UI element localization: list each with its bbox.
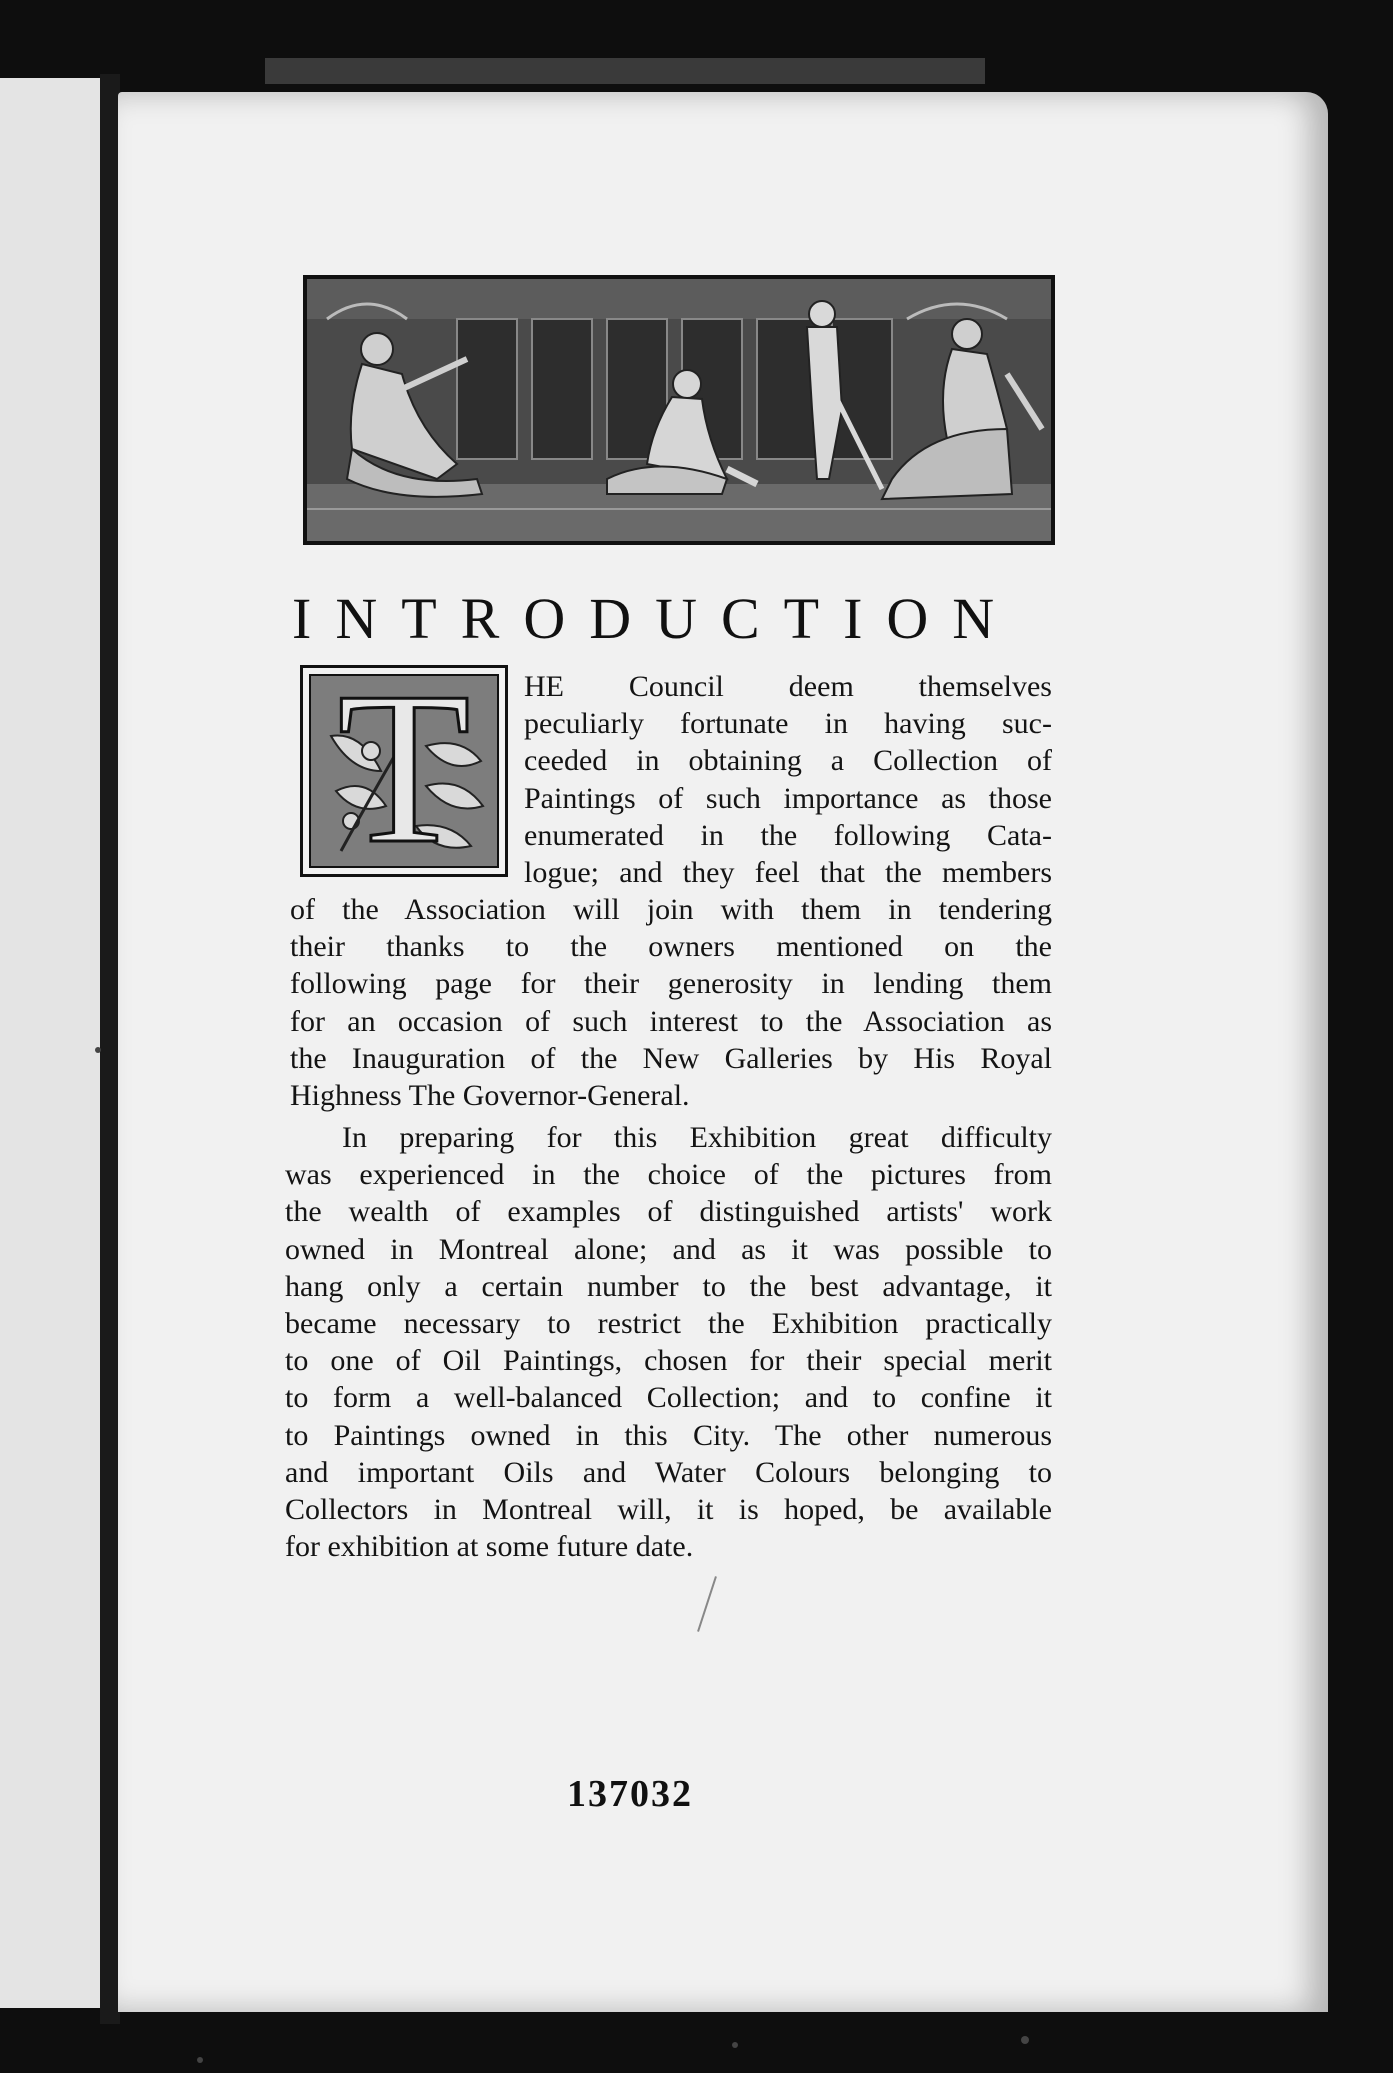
text-line: became necessary to restrict the Exhibition practically xyxy=(285,1307,1052,1341)
text-line: enumerated in the following Cata- xyxy=(524,818,1052,852)
dropcap xyxy=(300,665,508,877)
text-line: of the Association will join with them in tendering xyxy=(290,893,1052,926)
paragraph-2 xyxy=(285,1119,1052,1565)
text-line: was experienced in the choice of the pictures from xyxy=(285,1158,1052,1192)
text-line: to one of Oil Paintings, chosen for their special merit xyxy=(285,1344,1052,1378)
dropcap-letter: T xyxy=(337,674,471,868)
text-line: for an occasion of such interest to the Association as xyxy=(290,1004,1052,1038)
text-line: In preparing for this Exhibition great difficulty xyxy=(342,1121,1052,1154)
text-line: following page for their generosity in lending them xyxy=(290,967,1052,1001)
text-line: HE Council deem themselves xyxy=(524,670,1052,703)
paragraph-1-beside-cap xyxy=(524,668,1052,891)
top-shadow xyxy=(265,58,985,84)
text-line: peculiarly fortunate in having suc- xyxy=(524,707,1052,741)
catalog-number: 137032 xyxy=(567,1773,693,1815)
paragraph-1-continued xyxy=(290,891,1052,1114)
header-relief-illustration xyxy=(303,275,1055,545)
text-line: the wealth of examples of distinguished artists' work xyxy=(285,1195,1052,1229)
text-line: Highness The Governor-General. xyxy=(290,1079,690,1113)
facing-page-edge xyxy=(0,78,105,2008)
classical-relief-icon xyxy=(307,279,1051,541)
text-line: for exhibition at some future date. xyxy=(285,1530,694,1564)
text-line: to Paintings owned in this City. The other numerous xyxy=(285,1418,1052,1452)
text-line: owned in Montreal alone; and as it was possible to xyxy=(285,1232,1052,1266)
text-line: ceeded in obtaining a Collection of xyxy=(524,744,1052,778)
dropcap-frame xyxy=(309,674,499,868)
text-line: Collectors in Montreal will, it is hoped, be available xyxy=(285,1493,1052,1527)
text-line: to form a well-balanced Collection; and to confine it xyxy=(285,1381,1052,1415)
text-line: the Inauguration of the New Galleries by His Royal xyxy=(290,1041,1052,1075)
text-line: their thanks to the owners mentioned on the xyxy=(290,930,1052,964)
text-line: and important Oils and Water Colours belonging to xyxy=(285,1455,1052,1489)
book-gutter xyxy=(100,74,120,2024)
text-line: Paintings of such importance as those xyxy=(524,781,1052,815)
text-line: logue; and they feel that the members xyxy=(524,856,1052,890)
text-line: hang only a certain number to the best advantage, it xyxy=(285,1269,1052,1303)
page-title: INTRODUCTION xyxy=(292,586,1019,651)
